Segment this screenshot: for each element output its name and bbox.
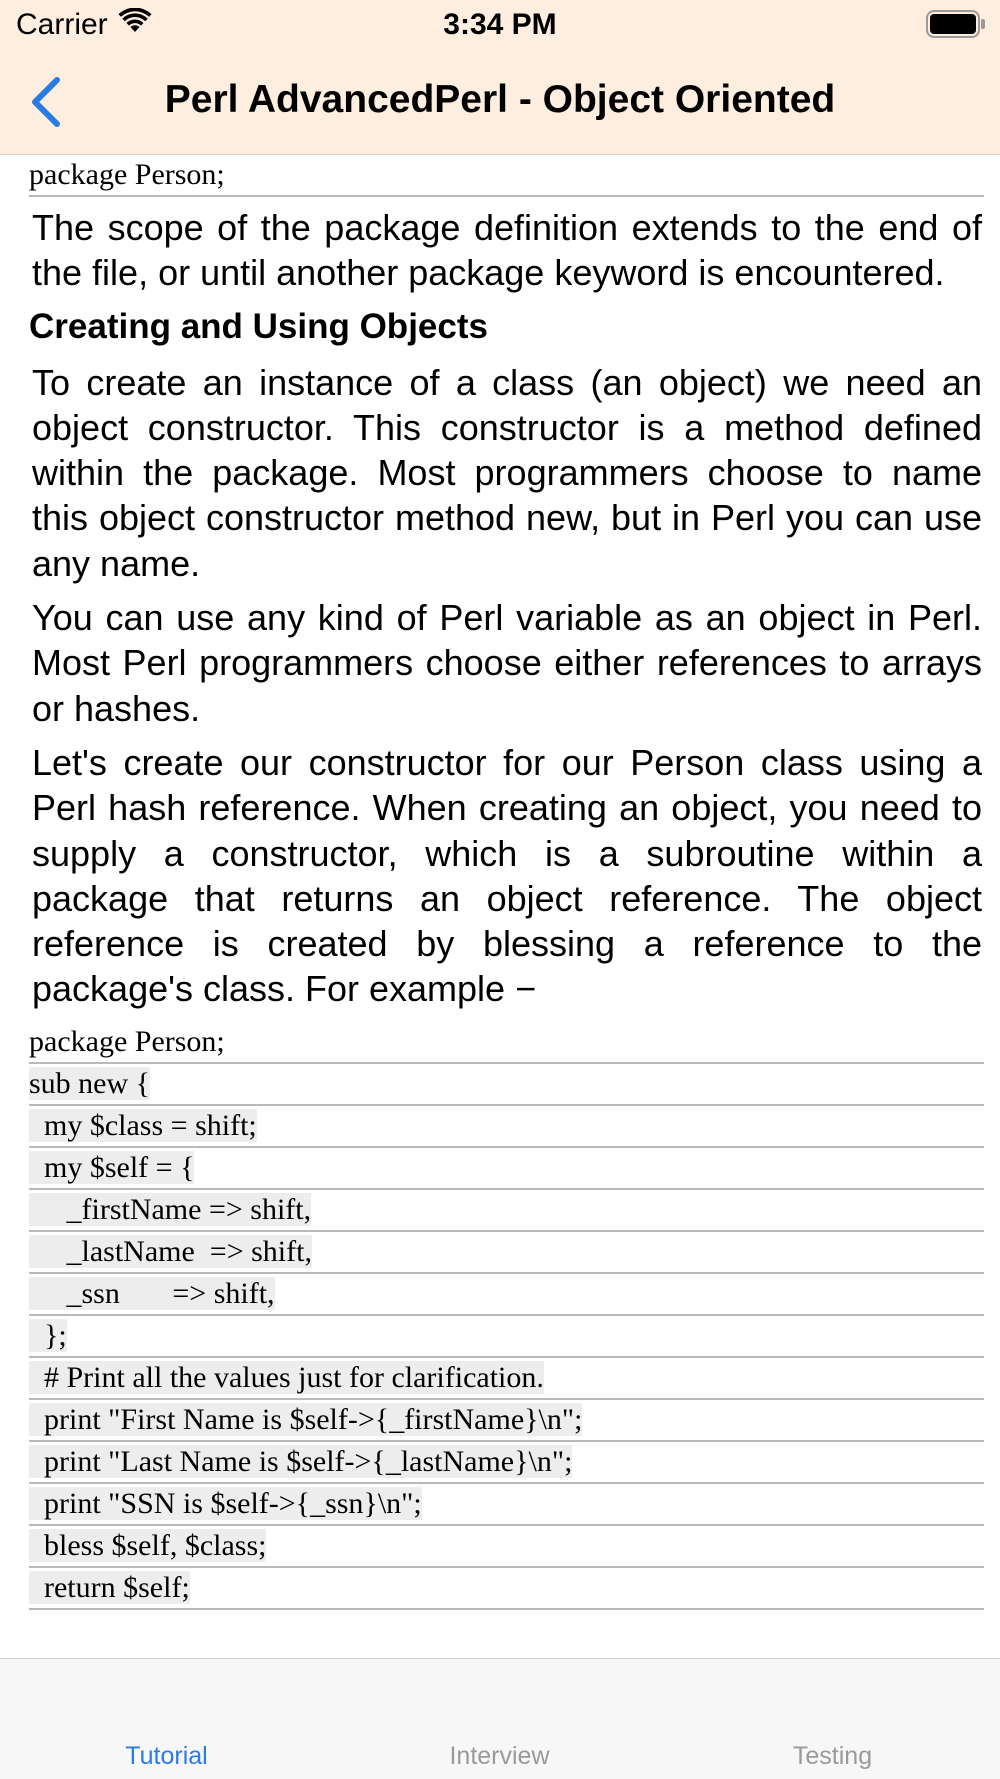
code-text: package Person; <box>29 158 225 191</box>
paragraph: You can use any kind of Perl variable as an object in Perl. Most Perl programmers choose either references to arrays or hashes. <box>32 597 982 729</box>
code-text: my $class = shift; <box>29 1108 257 1142</box>
tab-testing[interactable] <box>666 1659 999 1779</box>
code-line <box>29 1526 984 1568</box>
code-text: print "SSN is $self->{_ssn}\n"; <box>29 1486 422 1520</box>
code-line <box>29 1148 984 1190</box>
paragraph: Let's create our constructor for our Person class using a Perl hash reference. When creating an object, you need to supply a constructor, which is a subroutine within a package that returns an object reference. The object reference is created by blessing a reference to the package's class. For example − <box>32 741 982 1010</box>
code-line <box>29 1232 984 1274</box>
status-time: 3:34 PM <box>443 8 557 41</box>
tab-label: Tutorial <box>125 1742 208 1770</box>
code-text: my $self = { <box>29 1150 195 1184</box>
back-button[interactable] <box>24 74 68 130</box>
code-text: _firstName => shift, <box>29 1192 312 1226</box>
code-line <box>29 1022 984 1064</box>
tab-bar <box>0 1658 1000 1779</box>
tab-tutorial[interactable] <box>0 1659 333 1779</box>
code-line <box>29 1358 984 1400</box>
code-line <box>29 1484 984 1526</box>
code-line <box>29 1274 984 1316</box>
code-text: package Person; <box>29 1024 225 1058</box>
paragraph: The scope of the package definition extends to the end of the file, or until another package keyword is encountered. <box>32 207 982 294</box>
page-title: Perl AdvancedPerl - Object Oriented <box>164 78 836 121</box>
battery-icon <box>926 10 986 38</box>
code-text: print "First Name is $self->{_firstName}\n"; <box>29 1402 583 1436</box>
code-text: sub new { <box>29 1066 151 1100</box>
chevron-left-icon <box>24 74 68 130</box>
section-heading: Creating and Using Objects <box>29 306 488 346</box>
code-text: bless $self, $class; <box>29 1528 267 1562</box>
navigation-header <box>0 0 1000 155</box>
code-text: print "Last Name is $self->{_lastName}\n"; <box>29 1444 573 1478</box>
code-line <box>29 1106 984 1148</box>
code-text: return $self; <box>29 1570 190 1604</box>
tab-interview[interactable] <box>333 1659 666 1779</box>
code-text: _lastName => shift, <box>29 1234 312 1268</box>
code-line <box>29 1190 984 1232</box>
tutorial-content[interactable] <box>0 155 1000 1658</box>
code-block <box>0 1022 1000 1610</box>
code-line <box>29 1316 984 1358</box>
code-text: }; <box>29 1318 67 1352</box>
tab-label: Interview <box>449 1742 550 1770</box>
code-line <box>29 1568 984 1610</box>
paragraph: To create an instance of a class (an object) we need an object constructor. This constructor is a method defined within the package. Most programmers choose to name this object constructor method new, but in Perl you can use any name. <box>32 361 982 584</box>
carrier-label: Carrier <box>16 8 108 41</box>
code-line <box>29 1064 984 1106</box>
tab-label: Testing <box>792 1742 873 1770</box>
code-text: # Print all the values just for clarification. <box>29 1360 544 1394</box>
code-line <box>29 1400 984 1442</box>
code-line <box>29 1442 984 1484</box>
code-line <box>29 155 984 197</box>
code-text: _ssn => shift, <box>29 1276 275 1310</box>
